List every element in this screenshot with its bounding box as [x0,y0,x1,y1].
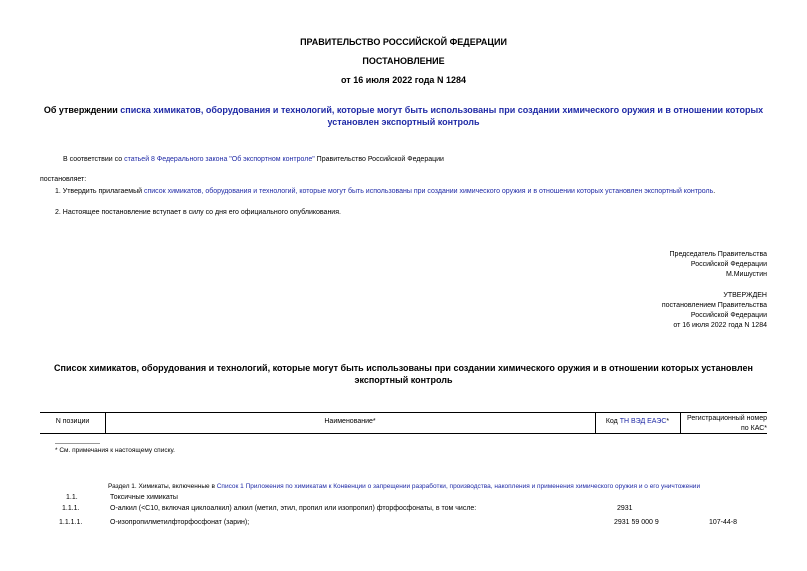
row-number: 1.1. [66,494,78,501]
header-position: N позиции [55,418,90,425]
doc-type: ПОСТАНОВЛЕНИЕ [362,56,445,66]
approved-line-2: постановлением Правительства [661,302,767,309]
item-1 [55,187,715,197]
approved-line-1: УТВЕРЖДЕН [723,292,767,299]
row-number: 1.1.1. [62,505,80,512]
signature-line-2: Российской Федерации [690,261,767,268]
doc-date-number: от 16 июля 2022 года N 1284 [341,75,466,85]
item-2: 2. Настоящее постановление вступает в силу со дня его официального опубликования. [55,209,341,216]
footnote-separator [55,443,100,444]
row-code: 2931 [617,505,633,512]
resolves-text: постановляет: [40,176,87,183]
row-name: Токсичные химикаты [110,494,178,501]
signature-line-1: Председатель Правительства [669,251,767,258]
header-cas [680,414,767,434]
preamble-text: В соответствии со [63,156,125,163]
header-name: Наименование* [324,418,376,425]
title-link-part-2[interactable]: установлен экспортный контроль [327,117,480,127]
document-title [0,104,807,128]
signature-name: М.Мишустин [725,271,767,278]
approved-block [662,291,767,331]
section-1-heading [108,482,700,492]
list-link[interactable]: список химикатов, оборудования и технологий, которые могут быть использованы при создании химического оружия и в отношении которых установлен экспортный контроль [143,188,714,195]
item-1-text: 1. Утвердить прилагаемый [55,188,144,195]
title-line-2 [0,116,807,128]
preamble [63,155,444,165]
approved-line-4: от 16 июля 2022 года N 1284 [673,322,767,329]
convention-list-link[interactable]: Список 1 Приложения по химикатам к Конвенции о запрещении разработки, производства, накопления и применения химического оружия и о его уничтожении [216,483,701,490]
signature-block [670,250,767,280]
federal-law-link[interactable]: статьей 8 Федерального закона "Об экспортном контроле" [124,156,315,163]
row-code: 2931 59 000 9 [614,519,659,526]
approved-line-3: Российской Федерации [690,312,767,319]
table-bottom-border [40,433,767,434]
row-name: О-алкил (<С10, включая циклоалкил) алкил (метил, этил, пропил или изопропил) фторфосфонаты, в том числе: [110,505,477,512]
list-title-line-2: экспортный контроль [354,375,453,385]
title-prefix: Об утверждении [43,105,121,115]
header-code [595,417,680,427]
title-line-1 [0,104,807,116]
row-number: 1.1.1.1. [59,519,83,526]
row-name: О-изопропилметилфторфосфонат (зарин); [110,519,250,526]
tnved-link[interactable]: ТН ВЭД ЕАЭС [619,418,667,425]
header-cas-line-1: Регистрационный номер [687,415,767,422]
government-title: ПРАВИТЕЛЬСТВО РОССИЙСКОЙ ФЕДЕРАЦИИ [300,37,507,47]
header-code-prefix: Код [605,418,620,425]
section-1-prefix: Раздел 1. Химикаты, включенные в [108,483,217,490]
title-link-part-1[interactable]: списка химикатов, оборудования и технологий, которые могут быть использованы при создании химического оружия и в отношении которых [120,105,764,115]
list-title-line-1: Список химикатов, оборудования и технологий, которые могут быть использованы при создании химического оружия и в отношении которых установлен [54,363,753,373]
table-top-border [40,412,767,413]
footnote: * См. примечания к настоящему списку. [55,447,175,454]
list-title [0,362,807,386]
preamble-tail: Правительство Российской Федерации [314,156,444,163]
row-cas: 107-44-8 [709,519,738,526]
header-cas-line-2: по КАС* [740,425,767,432]
header-code-suffix: * [666,418,670,425]
item-1-suffix: . [713,188,716,195]
